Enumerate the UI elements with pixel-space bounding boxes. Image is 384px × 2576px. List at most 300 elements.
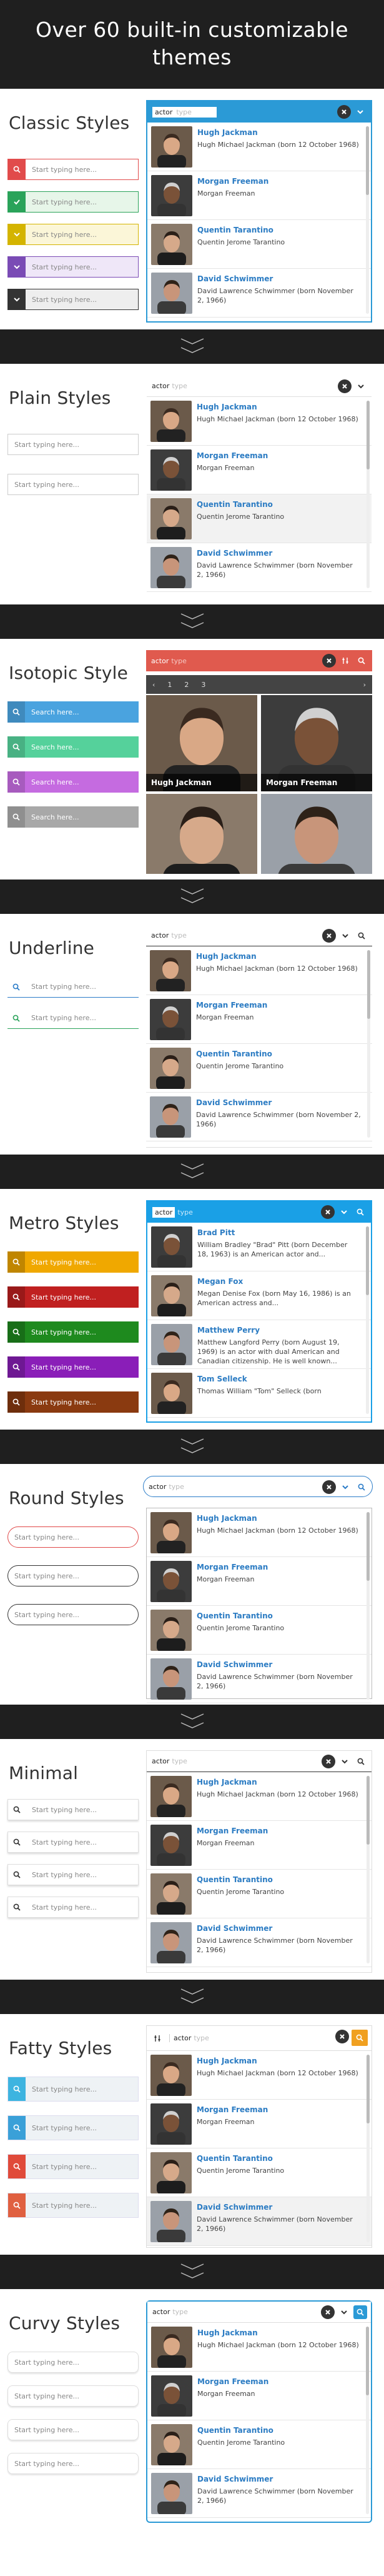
demo-input[interactable] — [7, 191, 139, 213]
chevron-down-icon — [180, 621, 205, 629]
clear-button[interactable] — [337, 105, 351, 119]
chevron-down-icon — [180, 1438, 205, 1445]
result-name: Hugh Jackman — [197, 2328, 258, 2337]
result-item[interactable] — [147, 1320, 371, 1369]
avatar — [150, 1048, 191, 1089]
demo-input-placeholder: Start typing here... — [31, 1293, 96, 1301]
section-title: Metro Styles — [9, 1213, 119, 1233]
chevron-down-icon — [180, 613, 205, 620]
search-tools — [337, 105, 367, 119]
demo-input-placeholder: Start typing here... — [32, 1903, 97, 1912]
demo-input-placeholder: Start typing here... — [32, 165, 97, 174]
theme-section — [0, 2289, 384, 2530]
result-description: Morgan Freeman — [197, 464, 255, 472]
result-item[interactable] — [147, 2197, 372, 2246]
result-description: Morgan Freeman — [197, 1839, 255, 1847]
avatar — [150, 2152, 192, 2193]
section-title: Classic Styles — [9, 113, 130, 133]
search-icon — [7, 1356, 25, 1378]
demo-input[interactable] — [7, 434, 139, 455]
chevron-down-icon — [180, 2263, 205, 2270]
demo-input[interactable] — [7, 2385, 139, 2407]
theme-section — [0, 364, 384, 604]
avatar — [150, 999, 191, 1040]
theme-sections — [0, 89, 384, 2530]
demo-input[interactable] — [7, 1251, 139, 1273]
search-icon — [8, 1865, 26, 1885]
result-item[interactable] — [147, 494, 372, 543]
avatar — [151, 2327, 192, 2368]
result-item[interactable] — [147, 1821, 372, 1870]
scrollbar-thumb[interactable] — [367, 401, 370, 469]
demo-input-placeholder: Start typing here... — [14, 2459, 79, 2468]
demo-input[interactable] — [7, 1391, 139, 1413]
scrollbar[interactable] — [367, 1512, 370, 1700]
search-icon — [7, 771, 25, 793]
result-name: Quentin Tarantino — [197, 226, 273, 234]
result-name: Quentin Tarantino — [197, 500, 273, 509]
result-item[interactable] — [147, 1606, 372, 1655]
page-number[interactable]: 3 — [201, 680, 206, 689]
result-name: David Schwimmer — [197, 2475, 273, 2483]
clear-button[interactable] — [321, 2305, 335, 2319]
result-description: Morgan Freeman — [197, 189, 255, 198]
demo-input[interactable] — [7, 1356, 139, 1378]
clear-button[interactable] — [322, 929, 336, 943]
chevron-down-icon — [180, 346, 205, 354]
theme-section — [0, 1739, 384, 1980]
demo-input-placeholder: Start typing here... — [14, 1610, 79, 1619]
search-icon — [8, 1800, 26, 1820]
search-bar[interactable] — [147, 1201, 371, 1223]
hero-title: Over 60 built-in customizable themes — [35, 18, 349, 69]
scrollbar[interactable] — [366, 2327, 369, 2514]
chevron-button[interactable] — [338, 929, 352, 943]
result-tile[interactable] — [146, 695, 257, 791]
chevron-button[interactable] — [338, 1755, 352, 1768]
search-icon — [7, 1286, 25, 1308]
result-name: Morgan Freeman — [197, 177, 269, 186]
scrollbar-thumb[interactable] — [366, 126, 369, 195]
search-bar[interactable] — [147, 376, 372, 397]
result-item[interactable] — [147, 1870, 372, 1918]
result-item[interactable] — [147, 2051, 372, 2100]
demo-input-placeholder: Start typing here... — [32, 2162, 97, 2171]
result-item[interactable] — [147, 1918, 372, 1967]
demo-input[interactable] — [7, 701, 139, 723]
result-name: Hugh Jackman — [197, 128, 258, 137]
result-item[interactable] — [147, 269, 371, 318]
result-name: Matthew Perry — [197, 1326, 260, 1335]
next-page-button[interactable]: › — [363, 680, 366, 689]
result-item[interactable] — [147, 2420, 371, 2469]
search-icon — [8, 159, 26, 179]
result-item[interactable] — [147, 2100, 372, 2148]
demo-input[interactable] — [7, 2193, 139, 2218]
search-tools — [322, 1755, 368, 1768]
chevron-down-icon — [180, 1446, 205, 1454]
avatar — [150, 1561, 192, 1602]
result-name: Morgan Freeman — [197, 2377, 269, 2386]
result-description: Hugh Michael Jackman (born 12 October 1968) — [197, 141, 359, 149]
result-name: Morgan Freeman — [197, 1827, 268, 1835]
search-icon — [8, 2116, 26, 2140]
search-tools — [322, 654, 368, 668]
result-name: David Schwimmer — [197, 1924, 273, 1933]
demo-input[interactable] — [7, 1321, 139, 1343]
demo-input-placeholder: Start typing here... — [31, 1328, 96, 1336]
search-input[interactable]: type — [177, 1208, 193, 1216]
scrollbar-thumb[interactable] — [367, 950, 370, 1019]
search-bar[interactable] — [146, 925, 372, 946]
section-divider — [0, 880, 384, 914]
section-title: Curvy Styles — [9, 2313, 121, 2333]
scrollbar-thumb[interactable] — [366, 2327, 369, 2395]
demo-input-placeholder: Search here... — [31, 743, 79, 751]
result-description: Thomas William "Tom" Selleck (born — [197, 1387, 322, 1395]
search-input[interactable]: type — [172, 1757, 187, 1765]
result-description: Matthew Langford Perry (born August 19, 1969) is an actor with dual American and Canadian citizenship. He is well known... — [197, 1338, 340, 1365]
result-tile[interactable] — [261, 695, 372, 791]
demo-input-placeholder: Start typing here... — [31, 1398, 96, 1406]
chevron-icon — [8, 257, 26, 277]
demo-input[interactable] — [7, 1832, 139, 1853]
demo-input[interactable] — [7, 976, 139, 998]
demo-input[interactable] — [7, 224, 139, 245]
chevron-down-icon — [180, 896, 205, 904]
section-title: Isotopic Style — [9, 663, 129, 683]
demo-input[interactable] — [7, 1565, 139, 1586]
avatar — [151, 224, 192, 265]
scrollbar-thumb[interactable] — [367, 2055, 370, 2123]
result-item[interactable] — [147, 1772, 372, 1821]
section-divider — [0, 1705, 384, 1739]
section-title: Round Styles — [9, 1488, 124, 1508]
result-item[interactable] — [147, 1508, 372, 1557]
search-tag: actor — [152, 107, 175, 118]
demo-input-placeholder: Start typing here... — [32, 295, 97, 304]
result-description: Quentin Jerome Tarantino — [197, 1888, 285, 1896]
scrollbar-thumb[interactable] — [367, 1776, 370, 1845]
section-title: Underline — [9, 938, 95, 958]
section-divider — [0, 1980, 384, 2014]
search-icon — [7, 976, 25, 997]
avatar — [151, 2375, 192, 2417]
demo-input[interactable] — [7, 1526, 139, 1548]
chevron-button[interactable] — [337, 1205, 351, 1219]
scrollbar[interactable] — [367, 2055, 370, 2242]
demo-input-placeholder: Start typing here... — [32, 263, 97, 271]
scrollbar[interactable] — [366, 1226, 369, 1414]
result-item[interactable] — [147, 1271, 371, 1320]
chevron-down-icon — [180, 338, 205, 345]
tile-caption: Hugh Jackman — [146, 774, 257, 791]
search-tag: actor — [152, 1757, 170, 1765]
chevron-button[interactable] — [337, 2305, 351, 2319]
search-icon — [7, 806, 25, 828]
demo-input[interactable] — [7, 289, 139, 310]
result-name: Tom Selleck — [197, 1375, 247, 1383]
chevron-down-icon — [180, 2272, 205, 2279]
demo-input[interactable] — [7, 1799, 139, 1820]
search-tag: actor — [151, 656, 169, 665]
demo-input[interactable] — [7, 2419, 139, 2440]
search-tag: actor — [152, 382, 170, 390]
demo-input-placeholder: Start typing here... — [14, 2358, 79, 2367]
result-description: Morgan Freeman — [197, 2118, 255, 2126]
avatar — [150, 1512, 192, 1553]
theme-section — [0, 914, 384, 1155]
demo-input-placeholder: Start typing here... — [14, 2425, 79, 2434]
search-bar[interactable] — [143, 1476, 373, 1497]
avatar — [151, 273, 192, 314]
result-item[interactable] — [146, 995, 372, 1044]
avatar — [150, 1096, 191, 1138]
search-input[interactable]: type — [194, 2034, 209, 2042]
avatar — [150, 1658, 192, 1700]
theme-section — [0, 89, 384, 329]
demo-input-placeholder: Start typing here... — [14, 1571, 79, 1580]
demo-input-placeholder: Start typing here... — [32, 2201, 97, 2210]
demo-input[interactable] — [7, 736, 139, 758]
result-item[interactable] — [147, 543, 372, 592]
result-item[interactable] — [147, 1655, 372, 1703]
search-input[interactable]: type — [169, 1482, 184, 1491]
demo-input[interactable] — [7, 1604, 139, 1625]
search-input[interactable]: type — [172, 382, 187, 390]
avatar — [150, 2055, 192, 2096]
results-list — [146, 946, 372, 1145]
result-description: Morgan Freeman — [196, 1013, 254, 1021]
result-item[interactable] — [147, 446, 372, 494]
result-name: Hugh Jackman — [197, 403, 257, 411]
avatar — [151, 1324, 192, 1365]
result-item[interactable] — [146, 1093, 372, 1141]
chevron-down-icon — [180, 1997, 205, 2004]
demo-input[interactable] — [7, 256, 139, 278]
result-name: David Schwimmer — [197, 1660, 273, 1669]
section-divider — [0, 2255, 384, 2289]
check-icon — [8, 192, 26, 212]
scrollbar[interactable] — [366, 126, 369, 314]
result-description: Quentin Jerome Tarantino — [197, 238, 285, 246]
chevron-button[interactable] — [338, 1480, 352, 1494]
result-description: William Bradley "Brad" Pitt (born December 18, 1963) is an American actor and... — [197, 1241, 348, 1258]
result-description: Hugh Michael Jackman (born 12 October 1968) — [197, 2069, 358, 2077]
result-item[interactable] — [147, 2469, 371, 2518]
demo-input[interactable] — [7, 2352, 139, 2373]
section-title: Plain Styles — [9, 388, 111, 408]
demo-input-placeholder: Start typing here... — [31, 1014, 96, 1022]
result-description: Hugh Michael Jackman (born 12 October 1968) — [196, 965, 358, 973]
avatar — [150, 1825, 192, 1866]
demo-input-placeholder: Start typing here... — [31, 1363, 96, 1371]
clear-button[interactable] — [338, 379, 352, 393]
demo-input-placeholder: Start typing here... — [31, 983, 96, 991]
search-icon — [8, 2155, 26, 2178]
demo-input[interactable] — [7, 2077, 139, 2102]
clear-button[interactable] — [322, 654, 336, 668]
search-icon — [8, 1897, 26, 1917]
demo-input[interactable] — [7, 1286, 139, 1308]
avatar — [151, 1373, 192, 1414]
demo-input-placeholder: Start typing here... — [14, 480, 79, 489]
result-item[interactable] — [146, 946, 372, 995]
search-input[interactable]: type — [172, 2308, 188, 2316]
demo-input[interactable] — [7, 474, 139, 495]
avatar — [150, 2201, 192, 2242]
theme-section — [0, 639, 384, 880]
search-button[interactable] — [353, 2305, 367, 2319]
result-item[interactable] — [147, 123, 371, 171]
search-button[interactable] — [353, 1205, 367, 1219]
scrollbar[interactable] — [367, 401, 370, 588]
search-tag: actor — [152, 2308, 170, 2316]
section-divider — [0, 604, 384, 639]
search-bar[interactable] — [147, 2302, 371, 2323]
section-divider — [0, 1155, 384, 1189]
search-bar[interactable] — [147, 2026, 372, 2051]
search-button[interactable] — [355, 929, 368, 943]
search-tools — [322, 1480, 368, 1494]
demo-input-placeholder: Start typing here... — [32, 1805, 97, 1814]
result-name: David Schwimmer — [197, 2203, 273, 2212]
search-bar[interactable] — [147, 1751, 372, 1772]
scrollbar[interactable] — [367, 1776, 370, 1963]
scrollbar-thumb[interactable] — [366, 1226, 369, 1295]
demo-input[interactable] — [7, 1897, 139, 1918]
result-item[interactable] — [147, 1223, 371, 1271]
autocomplete-widget — [146, 100, 372, 323]
result-name: Quentin Tarantino — [197, 1611, 273, 1620]
search-input[interactable]: type — [175, 107, 217, 118]
results-list — [147, 1508, 372, 1705]
autocomplete-widget — [146, 925, 372, 1148]
search-button[interactable] — [355, 654, 368, 668]
chevron-down-icon — [180, 1713, 205, 1720]
avatar — [151, 1275, 192, 1316]
demo-input-placeholder: Start typing here... — [32, 2123, 97, 2132]
result-name: Morgan Freeman — [197, 451, 268, 460]
section-title: Fatty Styles — [9, 2038, 112, 2058]
search-icon — [7, 1321, 25, 1343]
search-button[interactable] — [354, 1755, 368, 1768]
result-item[interactable] — [147, 2323, 371, 2372]
search-bar[interactable] — [147, 101, 371, 123]
search-button[interactable] — [355, 1480, 368, 1494]
result-description: David Lawrence Schwimmer (born November 2, 1966) — [197, 2215, 353, 2233]
result-item[interactable] — [146, 1044, 372, 1093]
chevron-down-icon — [180, 1171, 205, 1179]
demo-input-placeholder: Start typing here... — [32, 1838, 97, 1847]
autocomplete-widget — [146, 1200, 372, 1423]
result-name: Hugh Jackman — [196, 952, 257, 961]
search-icon — [7, 1008, 25, 1028]
demo-input[interactable] — [7, 2115, 139, 2140]
sliders-button[interactable] — [338, 654, 352, 668]
result-name: Hugh Jackman — [197, 1778, 257, 1787]
search-tools — [321, 2305, 367, 2319]
demo-input[interactable] — [7, 806, 139, 828]
demo-input[interactable] — [7, 1008, 139, 1029]
search-tag: actor — [151, 931, 169, 940]
results-list — [147, 397, 372, 596]
chevron-down-icon — [180, 1722, 205, 1729]
result-item[interactable] — [147, 2148, 372, 2197]
section-title: Minimal — [9, 1763, 79, 1783]
demo-input[interactable] — [7, 2154, 139, 2179]
result-name: David Schwimmer — [197, 274, 273, 283]
pagination — [146, 675, 372, 694]
results-list — [147, 2051, 372, 2250]
result-description: David Lawrence Schwimmer (born November 2, 1966) — [197, 1673, 353, 1690]
result-description: Quentin Jerome Tarantino — [197, 513, 285, 521]
result-tile[interactable] — [146, 794, 257, 874]
chevron-icon — [8, 224, 26, 244]
demo-input[interactable] — [7, 771, 139, 793]
tile-caption: Morgan Freeman — [261, 774, 372, 791]
scrollbar-thumb[interactable] — [367, 1512, 370, 1581]
page-number[interactable]: 2 — [184, 680, 189, 689]
result-item[interactable] — [147, 2372, 371, 2420]
chevron-button[interactable] — [354, 379, 368, 393]
result-description: David Lawrence Schwimmer (born November 2, 1966) — [196, 1111, 361, 1128]
result-item[interactable] — [147, 220, 371, 269]
result-item[interactable] — [147, 1557, 372, 1606]
avatar — [151, 2473, 192, 2514]
search-icon — [8, 2193, 26, 2217]
clear-button[interactable] — [322, 1755, 335, 1768]
result-item[interactable] — [147, 397, 372, 446]
search-input[interactable]: type — [171, 931, 187, 940]
autocomplete-widget — [146, 2300, 372, 2523]
page-number[interactable]: 1 — [167, 680, 172, 689]
search-icon — [7, 1251, 25, 1273]
search-icon — [8, 1832, 26, 1852]
clear-button[interactable] — [322, 1480, 336, 1494]
result-name: Hugh Jackman — [197, 2057, 257, 2065]
hero-banner — [0, 0, 384, 89]
demo-input[interactable] — [7, 2453, 139, 2474]
result-item[interactable] — [147, 171, 371, 220]
search-icon — [8, 2077, 26, 2101]
result-description: Hugh Michael Jackman (born 12 October 1968) — [197, 2341, 359, 2349]
result-description: David Lawrence Schwimmer (born November 2, 1966) — [197, 561, 353, 579]
avatar — [151, 126, 192, 168]
demo-input-placeholder: Start typing here... — [14, 1533, 79, 1541]
result-name: Morgan Freeman — [197, 2105, 268, 2114]
prev-page-button[interactable]: ‹ — [152, 680, 155, 689]
search-button[interactable] — [352, 2030, 368, 2046]
search-input[interactable]: type — [171, 656, 187, 665]
demo-input[interactable] — [7, 1864, 139, 1885]
search-bar[interactable] — [146, 650, 372, 671]
result-name: David Schwimmer — [196, 1098, 272, 1107]
chevron-button[interactable] — [353, 105, 367, 119]
clear-button[interactable] — [335, 2030, 349, 2043]
scrollbar[interactable] — [367, 950, 370, 1138]
autocomplete-widget — [146, 1482, 372, 1699]
result-description: Quentin Jerome Tarantino — [197, 2438, 285, 2447]
result-name: Quentin Tarantino — [197, 2154, 273, 2163]
result-tile[interactable] — [261, 794, 372, 874]
demo-input[interactable] — [7, 159, 139, 180]
sliders-icon[interactable] — [150, 2032, 164, 2045]
clear-button[interactable] — [321, 1205, 335, 1219]
avatar — [151, 175, 192, 216]
result-description: David Lawrence Schwimmer (born November 2, 1966) — [197, 287, 353, 304]
result-item[interactable] — [147, 1369, 371, 1418]
